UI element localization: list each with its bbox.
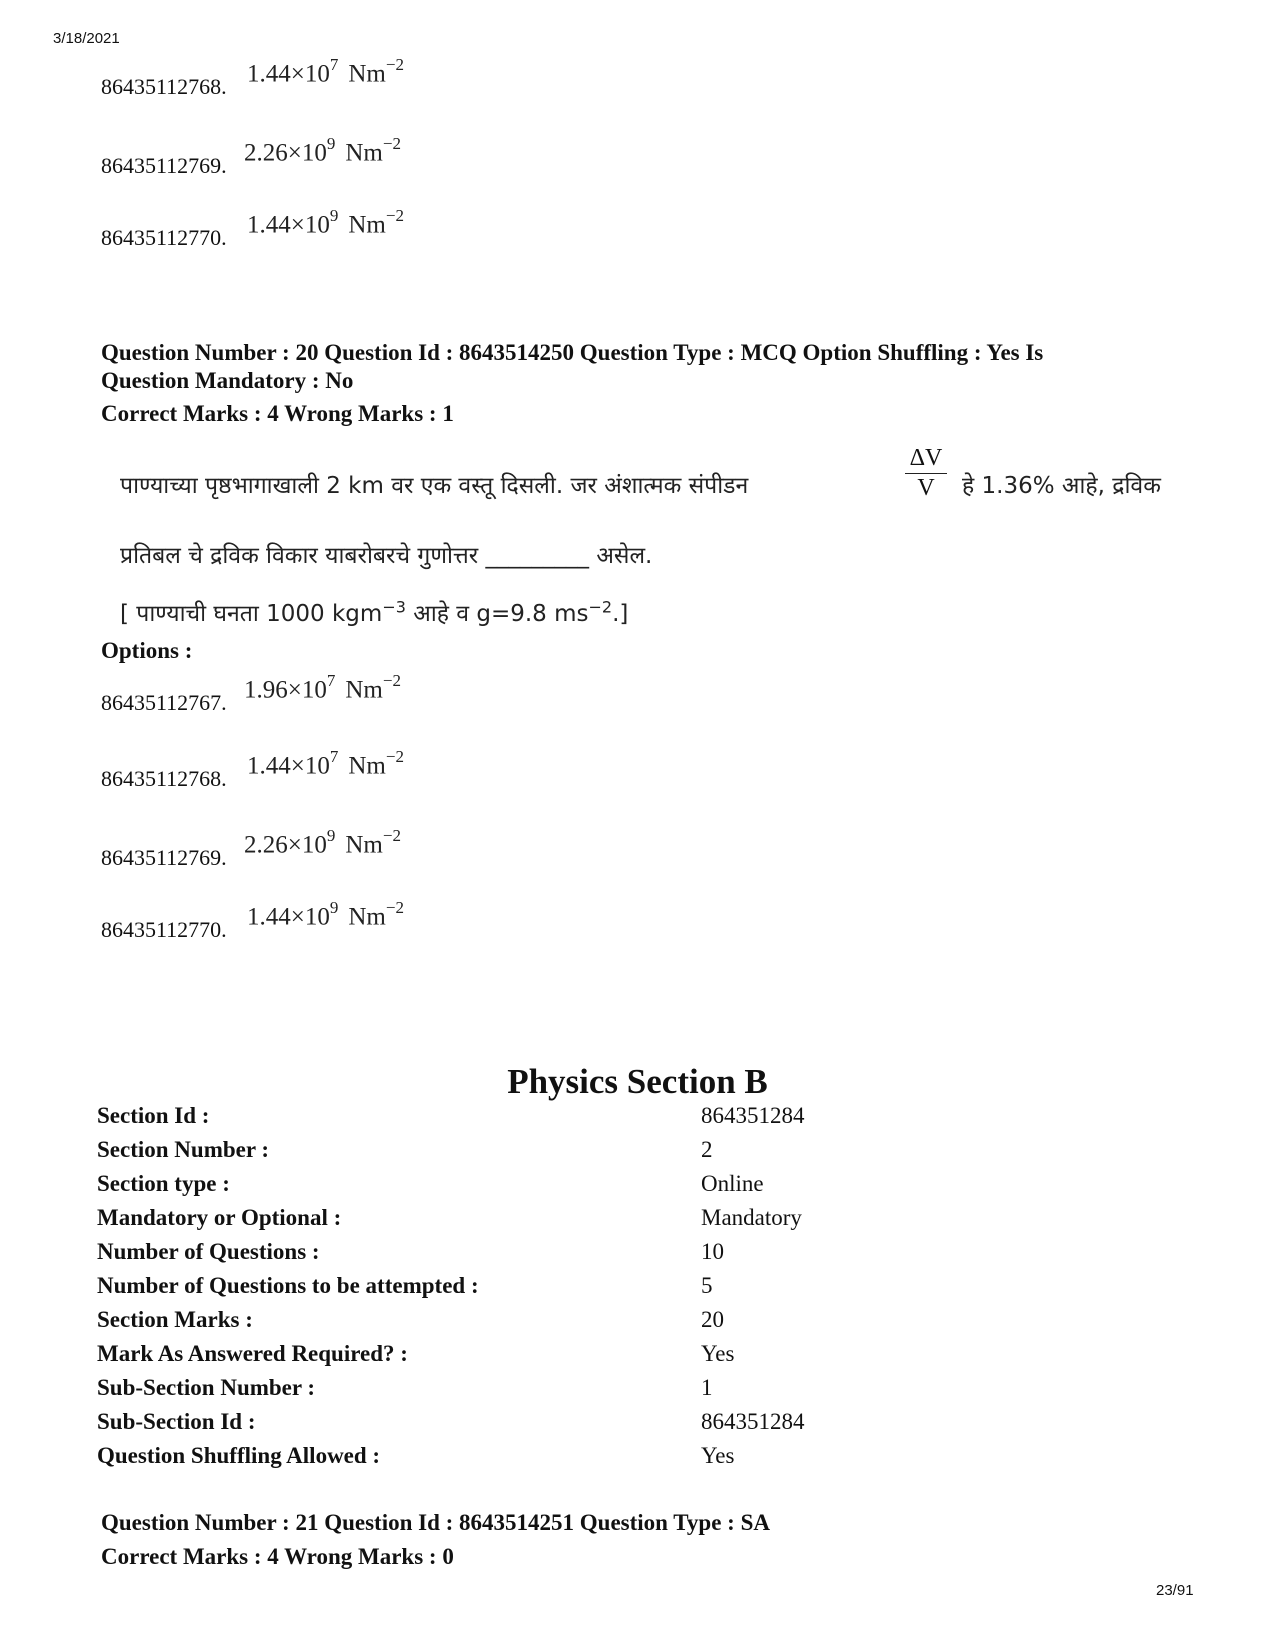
table-row bbox=[97, 1307, 805, 1341]
table-row bbox=[97, 1205, 805, 1239]
row-label: Mark As Answered Required? : bbox=[97, 1341, 408, 1366]
option-id: 86435112768. bbox=[101, 766, 227, 791]
row-value: 20 bbox=[701, 1307, 724, 1332]
option-value: $1.44\times 10^7$ $Nm^{-2}$ bbox=[247, 54, 404, 87]
table-row bbox=[97, 1171, 805, 1205]
row-value: Online bbox=[701, 1171, 764, 1196]
option-id: 86435112769. bbox=[101, 153, 227, 178]
option-id: 86435112769. bbox=[101, 845, 227, 870]
q21-marks: Correct Marks : 4 Wrong Marks : 0 bbox=[101, 1544, 454, 1569]
q20-fraction bbox=[905, 445, 947, 502]
q20-header-line2: Question Mandatory : No bbox=[101, 368, 354, 393]
fraction-denominator: V bbox=[917, 475, 935, 501]
row-value: 1 bbox=[701, 1375, 713, 1400]
option-id: 86435112770. bbox=[101, 917, 227, 942]
option-value: $1.44\times 10^7$ $Nm^{-2}$ bbox=[247, 746, 404, 779]
row-value: 2 bbox=[701, 1137, 713, 1162]
row-label: Section Id : bbox=[97, 1103, 210, 1128]
option-id: 86435112768. bbox=[101, 74, 227, 99]
row-label: Number of Questions : bbox=[97, 1239, 320, 1264]
q20-text-line3: [ पाण्याची घनता 1000 kgm$^{-3}$ आहे व g=9.8 $ms^{-2}$.] bbox=[120, 597, 629, 627]
row-label: Mandatory or Optional : bbox=[97, 1205, 342, 1230]
row-value: Yes bbox=[701, 1341, 735, 1366]
row-label: Section type : bbox=[97, 1171, 230, 1196]
row-label: Question Shuffling Allowed : bbox=[97, 1443, 381, 1468]
fraction-numerator: ΔV bbox=[905, 445, 947, 474]
print-date: 3/18/2021 bbox=[53, 30, 120, 47]
q20-text-line1-b: हे 1.36% आहे, द्रविक bbox=[962, 473, 1161, 499]
table-row bbox=[97, 1103, 805, 1137]
option-value: $2.26\times 10^9$ $Nm^{-2}$ bbox=[244, 825, 401, 858]
option-value: $1.44\times 10^9$ $Nm^{-2}$ bbox=[247, 205, 404, 238]
option-value: $1.96\times 10^7$ $Nm^{-2}$ bbox=[244, 670, 401, 703]
option-id: 86435112767. bbox=[101, 690, 227, 715]
option-id: 86435112770. bbox=[101, 225, 227, 250]
row-value: 5 bbox=[701, 1273, 713, 1298]
table-row bbox=[97, 1137, 805, 1171]
table-row bbox=[97, 1443, 805, 1477]
row-value: 864351284 bbox=[701, 1409, 805, 1434]
row-value: Mandatory bbox=[701, 1205, 802, 1230]
q20-text-line2: प्रतिबल चे द्रविक विकार याबरोबरचे गुणोत्तर _________ असेल. bbox=[120, 543, 653, 569]
row-value: 864351284 bbox=[701, 1103, 805, 1128]
row-label: Sub-Section Number : bbox=[97, 1375, 316, 1400]
q20-text-line1-a: पाण्याच्या पृष्ठभागाखाली 2 km वर एक वस्तू दिसली. जर अंशात्मक संपीडन bbox=[120, 473, 749, 499]
q21-header-line1: Question Number : 21 Question Id : 8643514251 Question Type : SA bbox=[101, 1510, 770, 1535]
row-label: Section Marks : bbox=[97, 1307, 253, 1332]
row-value: Yes bbox=[701, 1443, 735, 1468]
row-value: 10 bbox=[701, 1239, 724, 1264]
options-label: Options : bbox=[101, 638, 193, 663]
table-row bbox=[97, 1239, 805, 1273]
row-label: Number of Questions to be attempted : bbox=[97, 1273, 479, 1298]
option-value: $2.26\times 10^9$ $Nm^{-2}$ bbox=[244, 133, 401, 166]
q20-header-line1: Question Number : 20 Question Id : 8643514250 Question Type : MCQ Option Shuffling : Yes Is bbox=[101, 340, 1044, 365]
row-label: Sub-Section Id : bbox=[97, 1409, 256, 1434]
row-label: Section Number : bbox=[97, 1137, 270, 1162]
table-row bbox=[97, 1273, 805, 1307]
option-value: $1.44\times 10^9$ $Nm^{-2}$ bbox=[247, 897, 404, 930]
section-info-table bbox=[97, 1103, 805, 1477]
table-row bbox=[97, 1409, 805, 1443]
section-title: Physics Section B bbox=[507, 1062, 768, 1101]
table-row bbox=[97, 1341, 805, 1375]
q20-marks: Correct Marks : 4 Wrong Marks : 1 bbox=[101, 401, 454, 426]
page-number: 23/91 bbox=[1156, 1582, 1194, 1599]
table-row bbox=[97, 1375, 805, 1409]
